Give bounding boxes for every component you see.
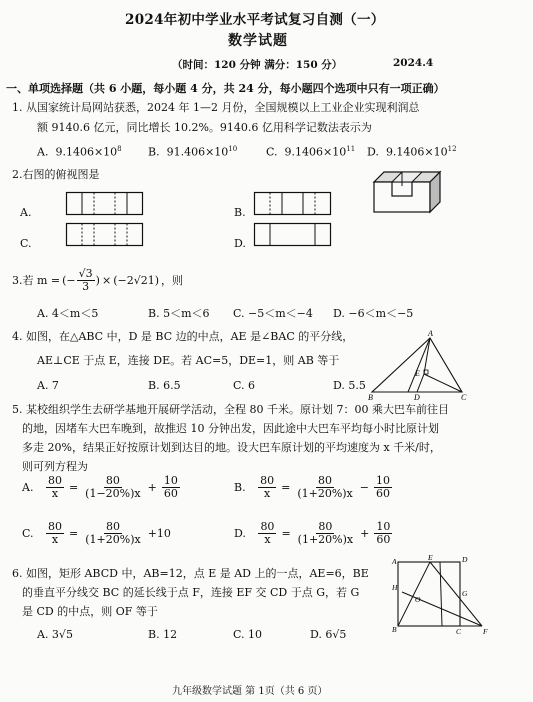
q4-option-a: A. 7	[37, 379, 59, 392]
q4-label-c: C	[461, 393, 467, 402]
q6-label-c: C	[456, 627, 462, 636]
q1-option-a: A. $9.1406\times 10^8$	[37, 145, 122, 159]
q6-line3: 是 CD 的中点，则 OF 等于	[22, 605, 158, 618]
q4-label-d: D	[414, 393, 420, 402]
q4-label-e: E	[415, 369, 420, 378]
q6-label-o: O	[415, 595, 421, 604]
q3-stem: 3.若 m = (− $\frac{√3}{3}$ ) × (−2√21) ，则	[12, 267, 183, 293]
q4-line1: 4. 如图，在△ABC 中，D 是 BC 边的中点，AE 是∠BAC 的平分线，	[12, 330, 354, 343]
q6-option-b: B. 12	[148, 628, 178, 641]
q6-label-f: F	[483, 627, 488, 636]
q3-option-b: B. 5＜m＜6	[148, 307, 210, 320]
q1-option-c: C. $9.1406\times 10^{11}$	[266, 145, 356, 159]
q5-option-b: B. $\frac{80}{x}$ = $\frac{80}{(1+20\%)x}$ − $\frac{10}{60}$	[234, 474, 390, 500]
q3-option-c: C. −5＜m＜−4	[233, 307, 313, 320]
q5-line4: 则可列方程为	[22, 460, 88, 473]
q4-line2: AE⊥CE 于点 E，连接 DE。若 AC=5，DE=1，则 AB 等于	[37, 354, 340, 367]
q6-rectangle-figure	[392, 553, 492, 636]
q6-label-d: D	[462, 555, 468, 564]
exam-meta: （时间：120 分钟 满分：150 分）	[172, 59, 343, 71]
q2-figure-a	[66, 192, 146, 216]
q4-label-a: A	[428, 329, 433, 338]
q5-line2: 的地，因堵车大巴车晚到，故推迟 10 分钟出发，因此途中大巴车平均每小时比原计划	[22, 422, 439, 435]
q2-option-d-label: D.	[234, 237, 246, 250]
exam-title: 2024年初中学业水平考试复习自测（一）	[125, 12, 385, 28]
page-footer: 九年级数学试题 第 1页（共 6 页）	[172, 686, 328, 697]
q6-label-a: A	[392, 557, 397, 566]
q2-figure-c	[66, 223, 146, 247]
q6-line2: 的垂直平分线交 BC 的延长线于点 F，连接 EF 交 CD 于点 G，若 G	[22, 586, 360, 599]
q2-solid-figure	[370, 168, 450, 216]
q4-triangle-figure	[368, 330, 468, 402]
q5-line1: 5. 某校组织学生去研学基地开展研学活动，全程 80 千米。原计划 7：00 乘大巴车前往目	[12, 403, 449, 416]
exam-subject: 数学试题	[228, 33, 288, 49]
q4-option-c: C. 6	[233, 379, 256, 392]
q2-figure-d	[254, 223, 334, 247]
q6-line1: 6. 如图，矩形 ABCD 中，AB=12，点 E 是 AD 上的一点，AE=6，BE	[12, 567, 369, 580]
q2-option-c-label: C.	[20, 237, 32, 250]
q6-label-e: E	[428, 553, 433, 562]
q6-label-g: G	[462, 589, 468, 598]
q4-option-d: D. 5.5	[333, 379, 366, 392]
q6-option-c: C. 10	[233, 628, 263, 641]
q2-option-b-label: B.	[234, 206, 246, 219]
q1-option-b: B. $91.406\times 10^{10}$	[148, 145, 238, 159]
q5-line3: 多走 20%，结果正好按原计划到达目的地。设大巴车原计划的平均速度为 x 千米/时，	[22, 441, 441, 454]
q5-option-d: D. $\frac{80}{x}$ = $\frac{80}{(1+20\%)x}$ + $\frac{10}{60}$	[234, 520, 391, 546]
q2-stem: 2.右图的俯视图是	[12, 168, 100, 181]
q1-option-d: D. $9.1406\times 10^{12}$	[367, 145, 457, 159]
q4-option-b: B. 6.5	[148, 379, 181, 392]
exam-date: 2024.4	[393, 57, 434, 69]
section-heading: 一、单项选择题（共 6 小题，每小题 4 分，共 24 分，每小题四个选项中只有一项正确）	[6, 82, 445, 95]
q3-option-a: A. 4＜m＜5	[37, 307, 99, 320]
q1-line1: 1. 从国家统计局网站获悉，2024 年 1—2 月份，全国规模以上工业企业实现利润总	[12, 101, 420, 114]
q5-option-c: C. $\frac{80}{x}$ = $\frac{80}{(1+20\%)x}$ +10	[22, 520, 171, 546]
q3-option-d: D. −6＜m＜−5	[333, 307, 414, 320]
q6-label-h: H	[392, 583, 398, 592]
q2-option-a-label: A.	[20, 206, 32, 219]
q1-line2: 额 9140.6 亿元，同比增长 10.2%。9140.6 亿用科学记数法表示为	[37, 121, 372, 134]
q6-option-d: D. 6√5	[310, 628, 347, 641]
q6-option-a: A. 3√5	[37, 628, 73, 641]
q5-option-a: A. $\frac{80}{x}$ = $\frac{80}{(1-20\%)x}$ + $\frac{10}{60}$	[22, 474, 178, 500]
q2-figure-b	[254, 192, 334, 216]
q6-label-b: B	[392, 625, 397, 634]
q4-label-b: B	[368, 393, 373, 402]
